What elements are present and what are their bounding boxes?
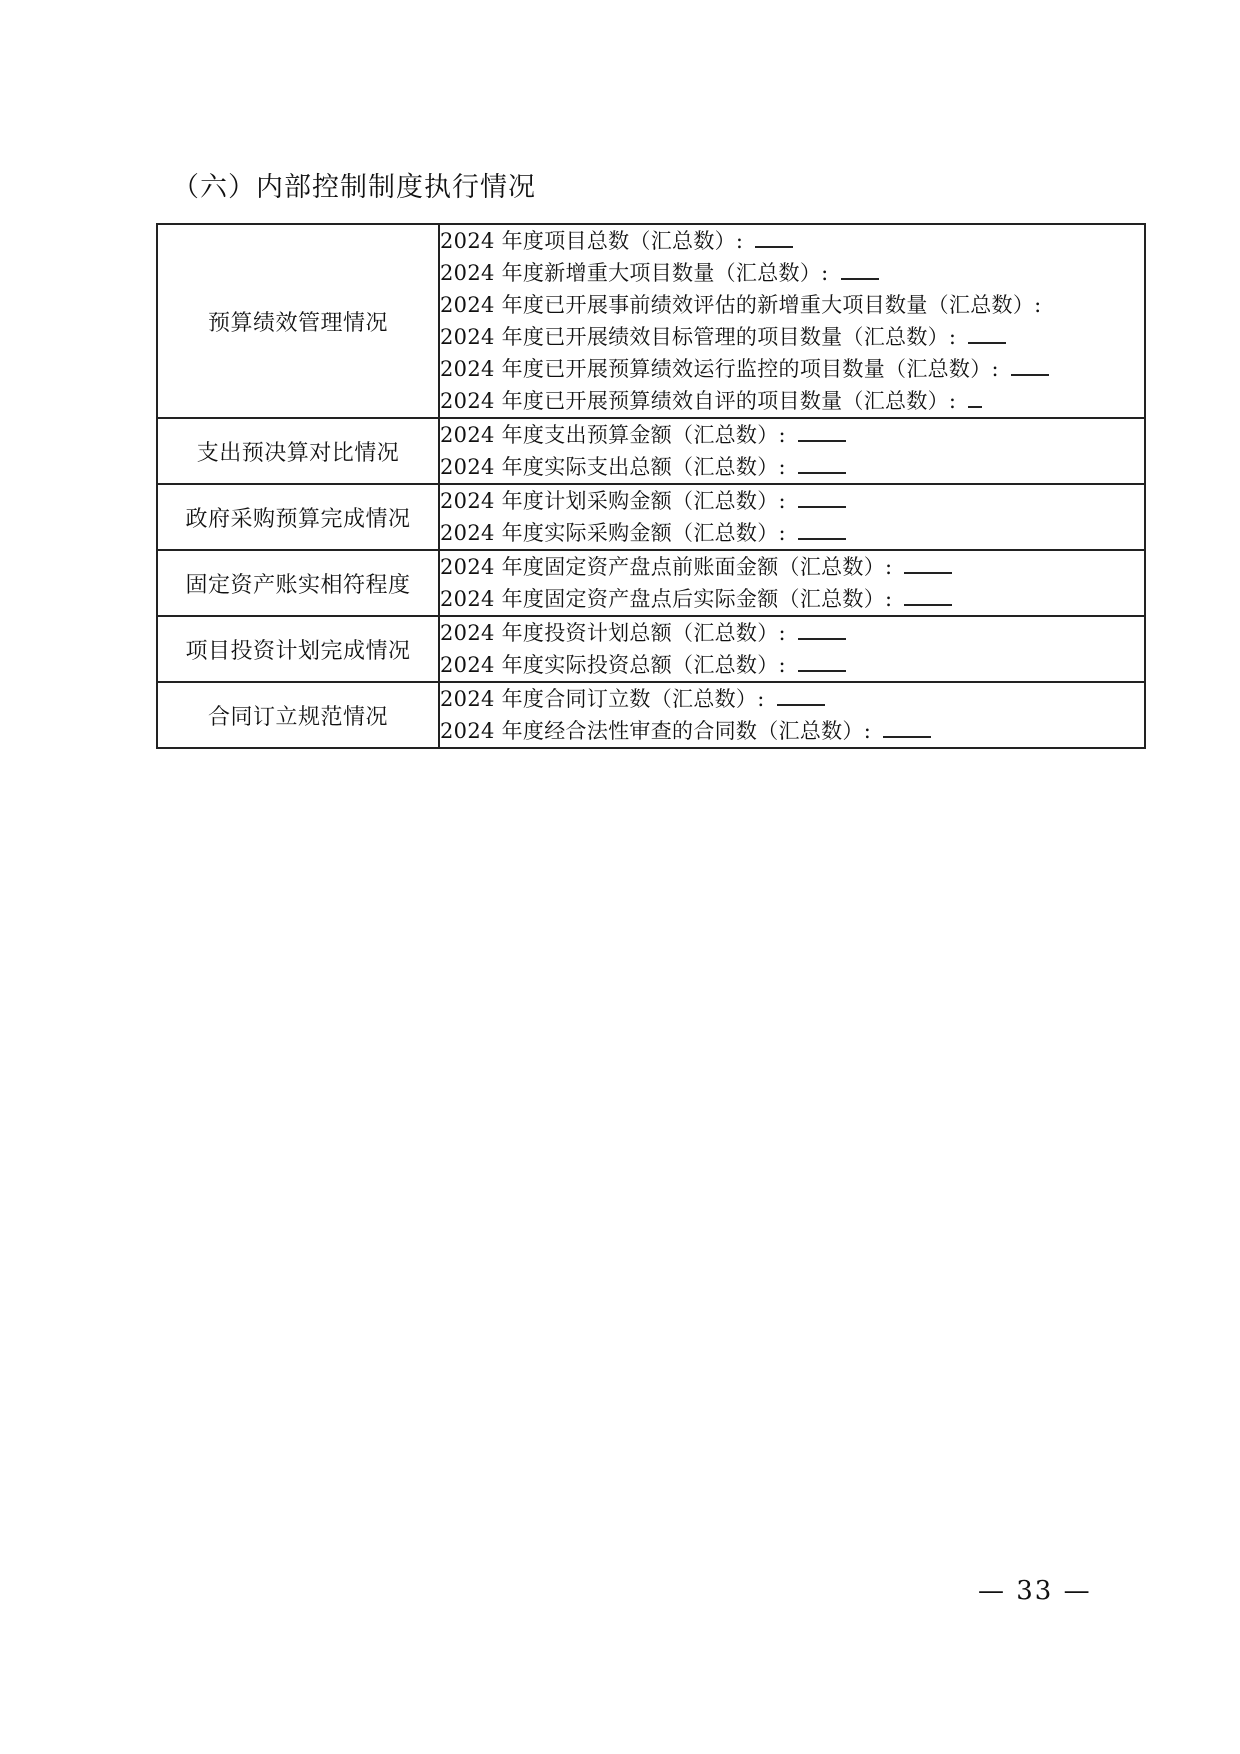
fill-in-blank[interactable] — [777, 684, 825, 706]
item-line — [440, 583, 1144, 615]
item-label: 2024 年度固定资产盘点后实际金额（汇总数）: — [440, 587, 893, 611]
item-line — [440, 321, 1144, 353]
items-cell — [439, 484, 1145, 550]
items-cell — [439, 418, 1145, 484]
fill-in-blank[interactable] — [968, 322, 1006, 344]
fill-in-blank[interactable] — [1011, 354, 1049, 376]
item-label: 2024 年度合同订立数（汇总数）: — [440, 687, 765, 711]
item-line — [440, 485, 1144, 517]
items-cell — [439, 616, 1145, 682]
item-label: 2024 年度项目总数（汇总数）: — [440, 229, 744, 253]
item-line — [440, 715, 1144, 747]
category-label: 固定资产账实相符程度 — [157, 550, 439, 616]
table-row — [157, 682, 1145, 748]
fill-in-blank[interactable] — [755, 226, 793, 248]
fill-in-blank[interactable] — [798, 618, 846, 640]
item-line — [440, 257, 1144, 289]
fill-in-blank[interactable] — [798, 452, 846, 474]
page-number: — 33 — — [978, 1576, 1092, 1606]
item-label: 2024 年度已开展事前绩效评估的新增重大项目数量（汇总数）: — [440, 293, 1042, 317]
item-label: 2024 年度已开展预算绩效自评的项目数量（汇总数）: — [440, 389, 957, 413]
table-row — [157, 484, 1145, 550]
item-line — [440, 451, 1144, 483]
item-label: 2024 年度实际投资总额（汇总数）: — [440, 653, 786, 677]
item-line — [440, 419, 1144, 451]
items-cell — [439, 682, 1145, 748]
item-label: 2024 年度实际采购金额（汇总数）: — [440, 521, 786, 545]
fill-in-blank[interactable] — [968, 386, 982, 408]
item-label: 2024 年度固定资产盘点前账面金额（汇总数）: — [440, 555, 893, 579]
fill-in-blank[interactable] — [798, 420, 846, 442]
item-label: 2024 年度已开展绩效目标管理的项目数量（汇总数）: — [440, 325, 957, 349]
item-label: 2024 年度支出预算金额（汇总数）: — [440, 423, 786, 447]
item-label: 2024 年度计划采购金额（汇总数）: — [440, 489, 786, 513]
item-label: 2024 年度经合法性审查的合同数（汇总数）: — [440, 719, 872, 743]
item-line — [440, 649, 1144, 681]
item-line — [440, 617, 1144, 649]
items-cell — [439, 224, 1145, 418]
table-row — [157, 550, 1145, 616]
fill-in-blank[interactable] — [883, 716, 931, 738]
category-label: 合同订立规范情况 — [157, 682, 439, 748]
internal-control-table — [156, 223, 1146, 749]
item-label: 2024 年度实际支出总额（汇总数）: — [440, 455, 786, 479]
table-row — [157, 224, 1145, 418]
fill-in-blank[interactable] — [798, 518, 846, 540]
item-label: 2024 年度投资计划总额（汇总数）: — [440, 621, 786, 645]
table-row — [157, 418, 1145, 484]
fill-in-blank[interactable] — [798, 650, 846, 672]
items-cell — [439, 550, 1145, 616]
fill-in-blank[interactable] — [904, 584, 952, 606]
item-label: 2024 年度新增重大项目数量（汇总数）: — [440, 261, 829, 285]
item-line — [440, 385, 1144, 417]
category-label: 预算绩效管理情况 — [157, 224, 439, 418]
item-line — [440, 517, 1144, 549]
fill-in-blank[interactable] — [798, 486, 846, 508]
item-line — [440, 683, 1144, 715]
item-line — [440, 225, 1144, 257]
fill-in-blank[interactable] — [904, 552, 952, 574]
item-line — [440, 289, 1144, 321]
category-label: 支出预决算对比情况 — [157, 418, 439, 484]
fill-in-blank[interactable] — [841, 258, 879, 280]
item-line — [440, 353, 1144, 385]
item-line — [440, 551, 1144, 583]
category-label: 项目投资计划完成情况 — [157, 616, 439, 682]
category-label: 政府采购预算完成情况 — [157, 484, 439, 550]
item-label: 2024 年度已开展预算绩效运行监控的项目数量（汇总数）: — [440, 357, 999, 381]
section-title: （六）内部控制制度执行情况 — [172, 172, 536, 203]
table-row — [157, 616, 1145, 682]
